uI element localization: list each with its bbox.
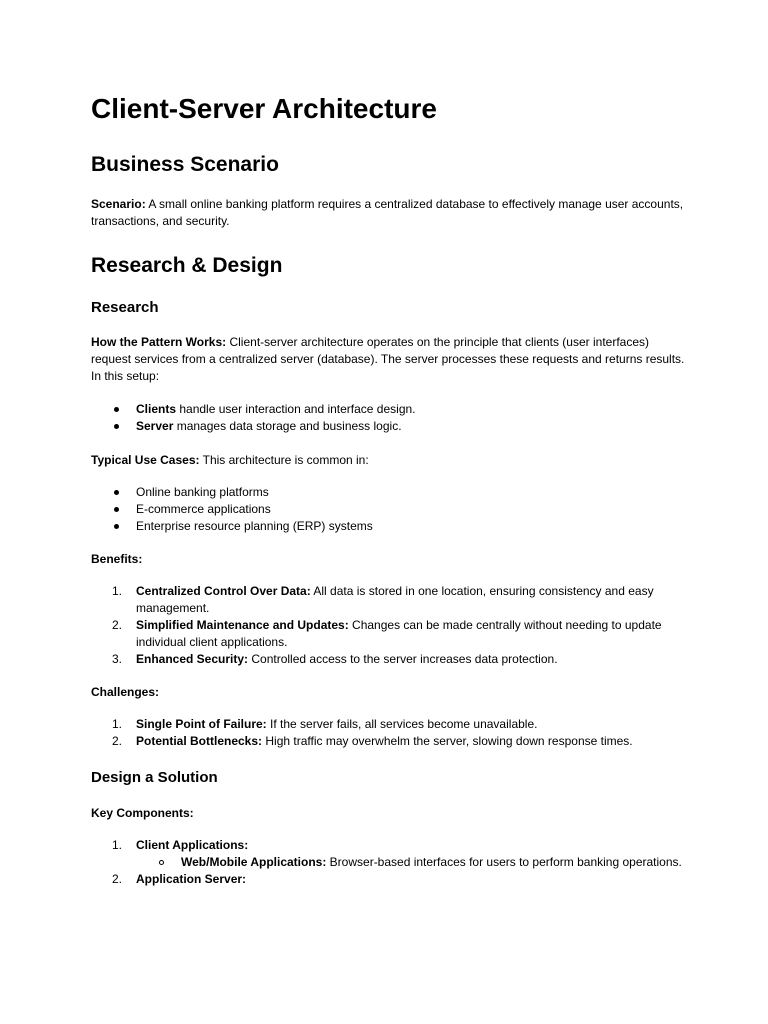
bullet-icon: [114, 490, 119, 495]
use-cases-list: [91, 484, 691, 535]
list-item: 3. Enhanced Security: Controlled access to the server increases data protection.: [112, 652, 558, 666]
list-item: 2. Potential Bottlenecks: High traffic may overwhelm the server, slowing down response times.: [112, 734, 633, 748]
roles-list: [91, 401, 691, 435]
components-list: [91, 837, 691, 888]
key-components-label: Key Components:: [91, 806, 194, 820]
research-heading: Research: [91, 299, 159, 316]
bullet-icon: [114, 507, 119, 512]
use-cases-paragraph: [91, 452, 691, 469]
use-cases-text: This architecture is common in:: [199, 453, 369, 467]
benefits-label: Benefits:: [91, 552, 143, 566]
scenario-text: A small online banking platform requires a centralized database to effectively manage user accounts, transactions, and security.: [91, 197, 684, 228]
bullet-icon: [114, 424, 119, 429]
design-solution-heading: Design a Solution: [91, 769, 218, 786]
circle-bullet-icon: [159, 860, 164, 865]
scenario-paragraph: [91, 196, 691, 230]
challenges-label: Challenges:: [91, 685, 160, 699]
business-scenario-heading: Business Scenario: [91, 153, 279, 176]
list-item: Online banking platforms: [91, 484, 691, 501]
bullet-icon: [114, 524, 119, 529]
how-pattern-works-label: How the Pattern Works:: [91, 335, 227, 349]
list-item: E-commerce applications: [91, 501, 691, 518]
list-item: 1. Client Applications:: [112, 838, 249, 852]
list-item: Enterprise resource planning (ERP) systems: [91, 518, 691, 535]
benefits-list: [91, 583, 691, 668]
bullet-icon: [114, 407, 119, 412]
page-title: Client-Server Architecture: [91, 93, 437, 124]
sub-list-item: Web/Mobile Applications: Browser-based interfaces for users to perform banking operations.: [91, 854, 691, 871]
how-pattern-works-text: Client-server architecture operates on the principle that clients (user interfaces) request services from a centralized server (database). The server processes these requests and returns results. In this setup:: [91, 335, 685, 383]
research-design-heading: Research & Design: [91, 254, 283, 277]
list-item: 2. Simplified Maintenance and Updates: Changes can be made centrally without needing to update individual client applications.: [112, 618, 662, 649]
list-item: Server manages data storage and business logic.: [91, 418, 691, 435]
list-item: 1. Single Point of Failure: If the server fails, all services become unavailable.: [112, 717, 538, 731]
list-item: 1. Centralized Control Over Data: All data is stored in one location, ensuring consistency and easy management.: [112, 584, 654, 615]
scenario-label: Scenario:: [91, 197, 146, 211]
use-cases-label: Typical Use Cases:: [91, 453, 200, 467]
list-item: 2. Application Server:: [112, 872, 247, 886]
list-item: Clients handle user interaction and interface design.: [91, 401, 691, 418]
how-pattern-works-paragraph: [91, 334, 691, 385]
challenges-list: [91, 716, 691, 750]
